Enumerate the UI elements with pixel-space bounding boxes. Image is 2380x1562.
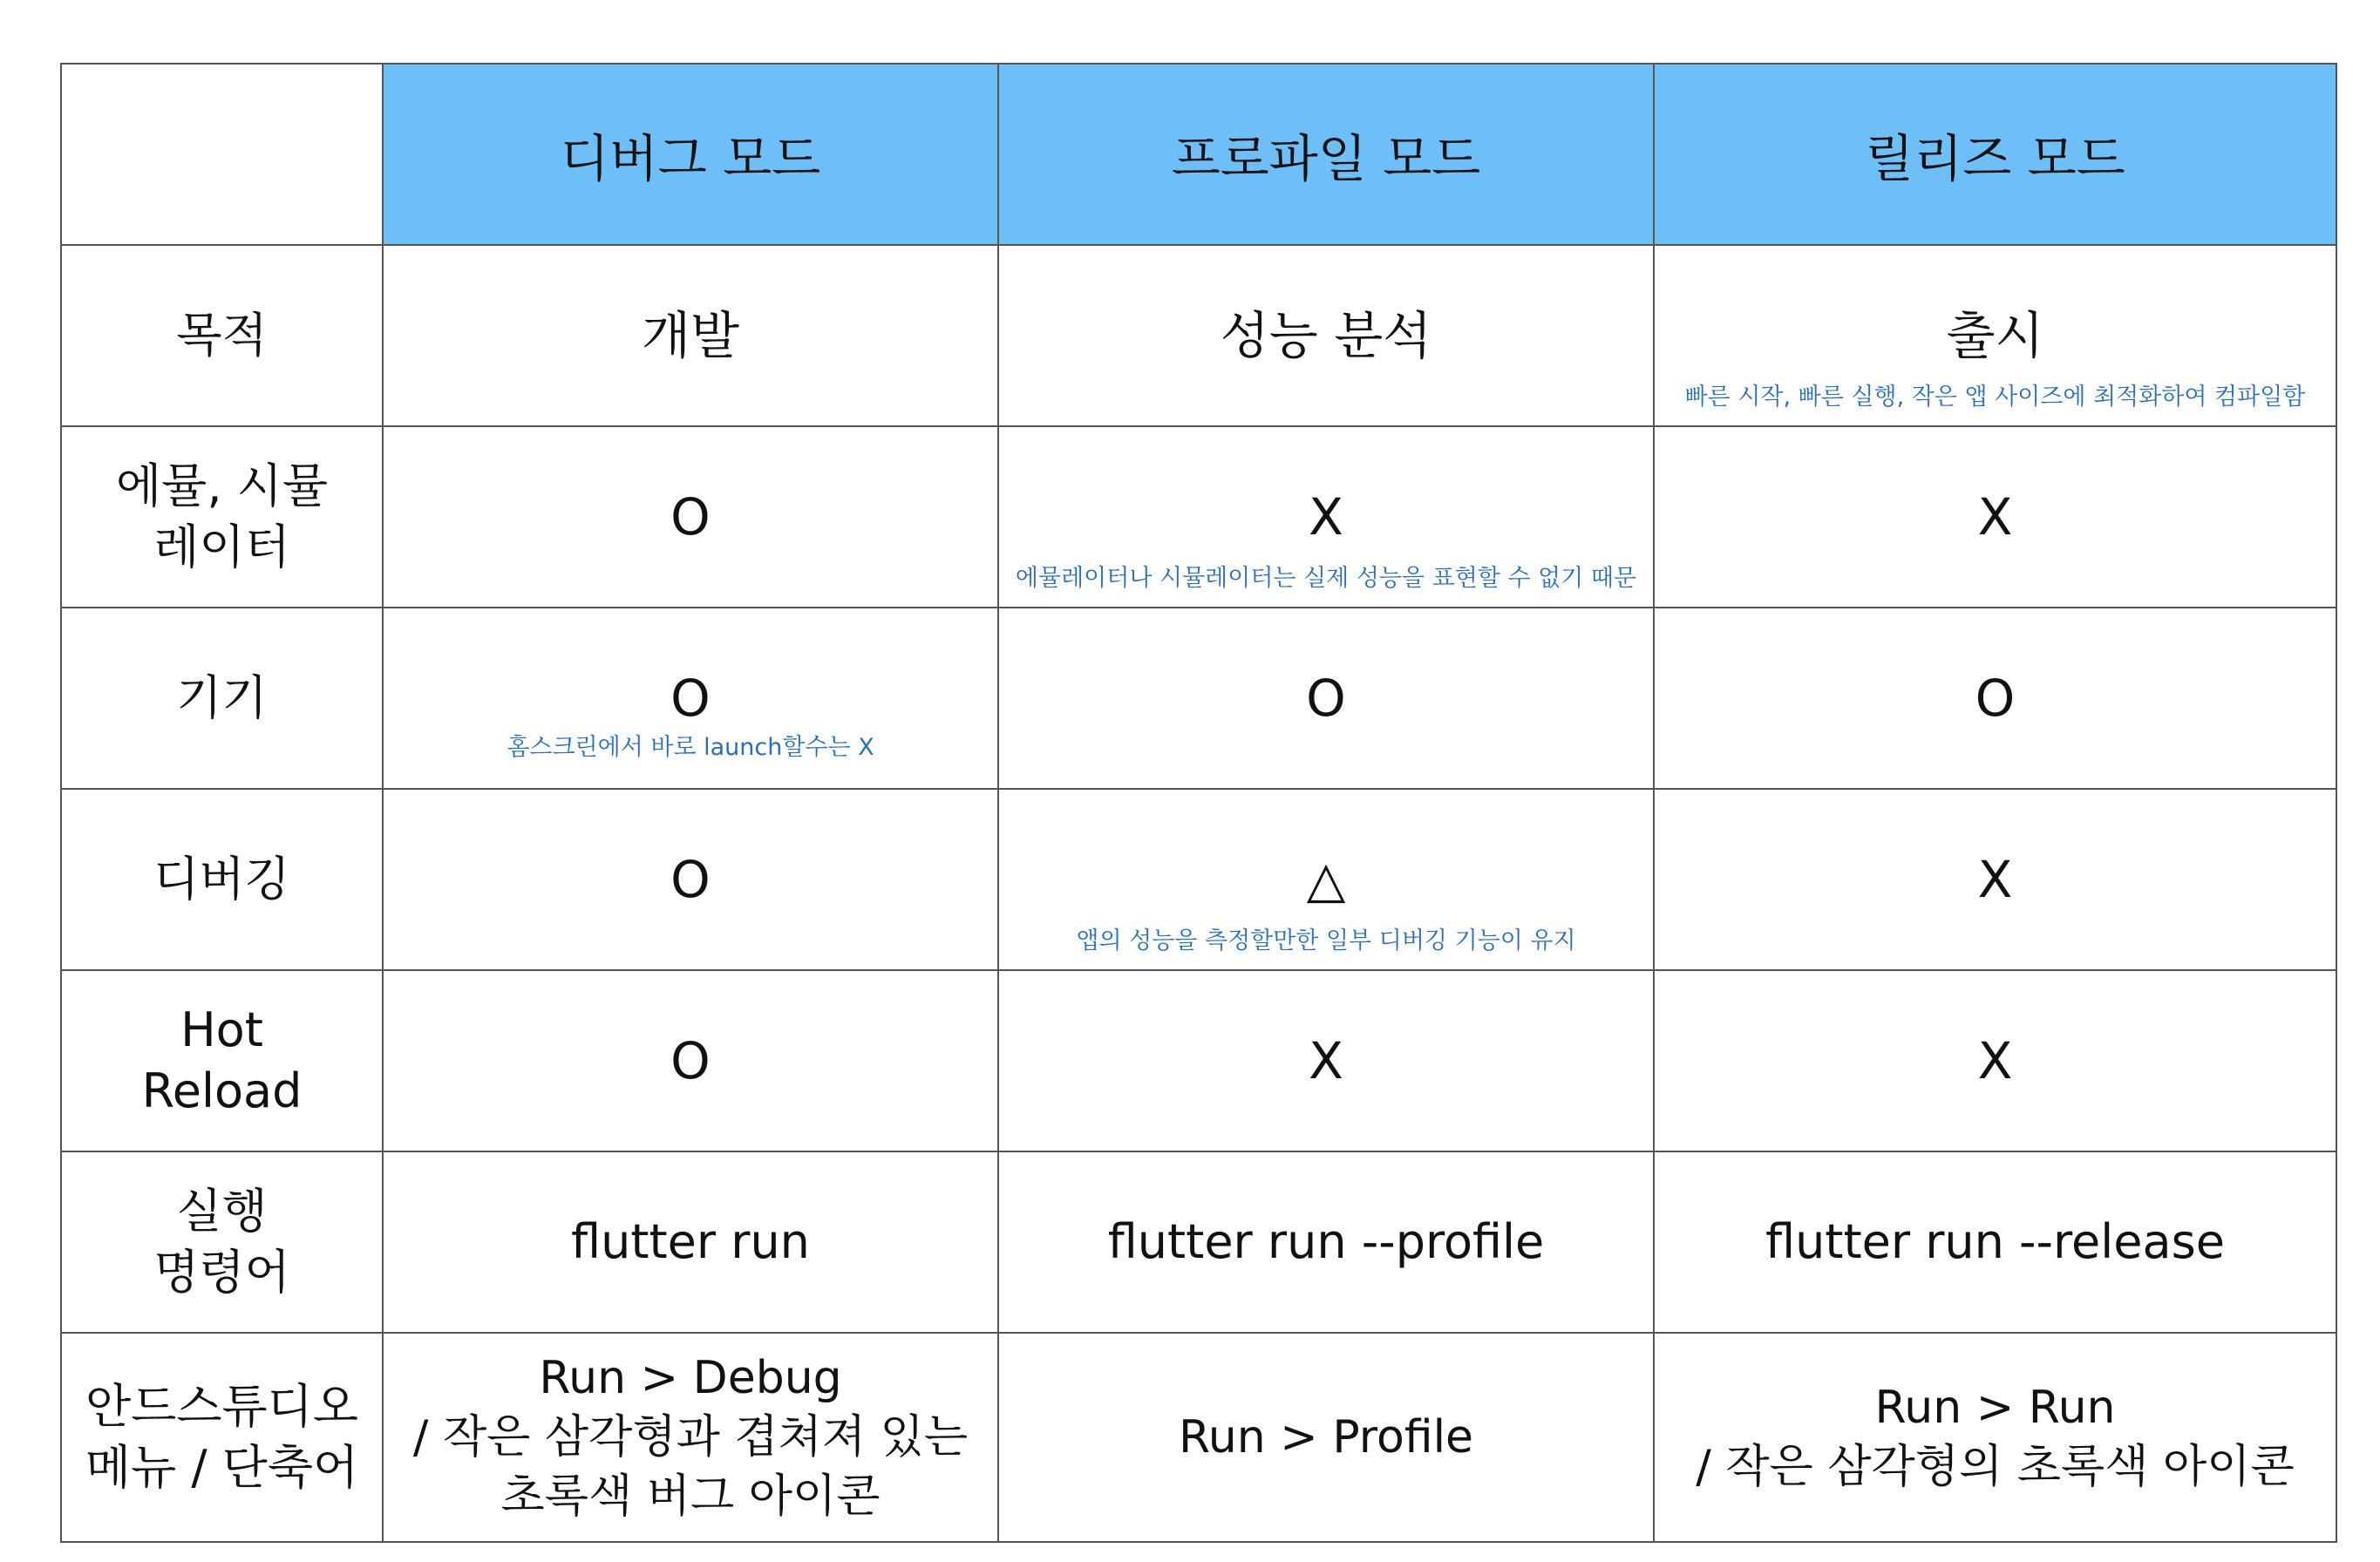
cell-value: 성능 분석 [1220,306,1432,365]
cell-value: X [1309,1031,1343,1090]
table-cell [383,1333,998,1542]
corner-cell [61,64,383,245]
menu-text: Run > Debug / 작은 삼각형과 겹쳐져 있는 초록색 버그 아이콘 [412,1352,969,1523]
cell-value: O [670,850,711,909]
header-profile-mode: 프로파일 모드 [998,64,1654,245]
table-row [61,245,2336,426]
cell-note: 앱의 성능을 측정할만한 일부 디버깅 기능이 유지 [1076,927,1576,954]
row-label-text: 목적 [176,308,268,363]
table-cell [1654,1333,2336,1542]
table-cell [1654,426,2336,608]
row-label-text: 안드스튜디오 메뉴 / 단축어 [85,1379,359,1495]
header-debug-mode: 디버그 모드 [383,64,998,245]
table-row [61,1151,2336,1333]
table-cell [998,245,1654,426]
table-row [61,970,2336,1151]
cell-value: X [1309,487,1343,547]
cell-value: O [1306,669,1346,728]
cell-value: 개발 [641,306,740,365]
table-cell [998,789,1654,970]
cell-value: O [670,1031,711,1090]
table-cell [383,245,998,426]
header-release-mode: 릴리즈 모드 [1654,64,2336,245]
row-label-device [61,608,383,789]
table-cell [1654,245,2336,426]
row-label-text: 에뮬, 시뮬 레이터 [116,458,328,574]
row-label-text: 디버깅 [153,852,290,907]
header-row [61,64,2336,245]
table-row [61,789,2336,970]
table-cell [383,970,998,1151]
cell-value: O [1975,669,2016,728]
table-row [61,608,2336,789]
command-text: flutter run --release [1765,1214,2225,1269]
table-row [61,1333,2336,1542]
menu-text: Run > Run / 작은 삼각형의 초록색 아이콘 [1696,1382,2295,1493]
table-cell [383,1151,998,1333]
cell-note: 에뮬레이터나 시뮬레이터는 실제 성능을 표현할 수 없기 때문 [1015,565,1637,592]
cell-value: O [670,487,711,547]
cell-value: X [1977,1031,2013,1090]
table-cell [998,426,1654,608]
command-text: flutter run [571,1214,810,1269]
row-label-hot-reload [61,970,383,1151]
row-label-run-command [61,1151,383,1333]
row-label-emulator [61,426,383,608]
row-label-text: Hot Reload [141,1002,303,1118]
table-cell [383,608,998,789]
table-row [61,426,2336,608]
table-cell [998,608,1654,789]
table-cell [1654,789,2336,970]
cell-note: 빠른 시작, 빠른 실행, 작은 앱 사이즈에 최적화하여 컴파일함 [1684,384,2306,411]
cell-value: △ [1306,850,1346,909]
cell-note: 홈스크린에서 바로 launch할수는 X [507,734,874,761]
table-cell [1654,1151,2336,1333]
table-cell [383,426,998,608]
table-cell [1654,970,2336,1151]
menu-text: Run > Profile [1178,1411,1474,1464]
table-cell [998,1333,1654,1542]
build-mode-comparison-table [60,63,2337,1543]
cell-value: X [1977,487,2013,547]
row-label-text: 실행 명령어 [153,1184,290,1300]
cell-value: 출시 [1946,306,2044,365]
row-label-text: 기기 [176,670,268,725]
table-cell [383,789,998,970]
row-label-android-studio-menu [61,1333,383,1542]
command-text: flutter run --profile [1107,1214,1545,1269]
cell-value: X [1977,850,2013,909]
table-cell [998,1151,1654,1333]
row-label-purpose [61,245,383,426]
table-cell [998,970,1654,1151]
row-label-debugging [61,789,383,970]
table-cell [1654,608,2336,789]
cell-value: O [670,669,711,728]
